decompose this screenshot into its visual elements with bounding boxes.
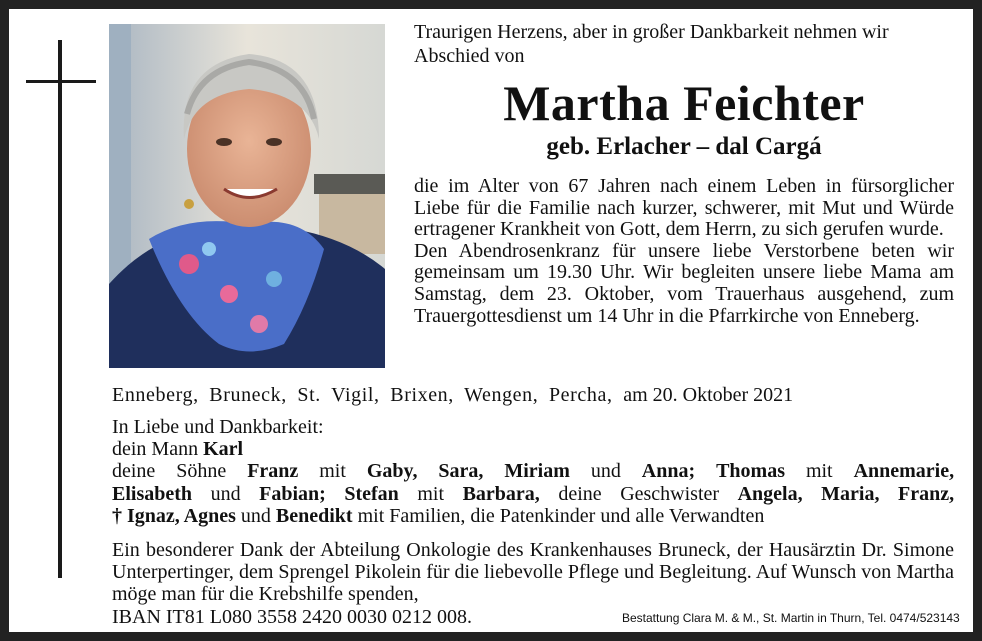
mourner-line-1: deine Söhne Franz mit Gaby, Sara, Miriam und Anna; Thomas mit Annemarie,: [112, 460, 955, 483]
birth-name: geb. Erlacher – dal Cargá: [546, 133, 822, 160]
funeral-paragraph: Den Abendrosenkranz für unsere liebe Verstorbene beten wir gemeinsam um 19.30 Uhr. Wir begleiten unsere liebe Mama am Samstag, dem 23. Oktober, vom Trauerhaus ausgehend, zum Trauergottesdienst um 14 Uhr in die Pfarrkirche von Enneberg.: [414, 239, 954, 327]
life-paragraph: die im Alter von 67 Jahren nach einem Leben in fürsorglicher Liebe für die Familie nach kurzer, schwerer, mit Mut und Würde ertragener Krankheit von Gott, dem Herrn, zu sich gerufen wurde.: [414, 175, 954, 241]
date: am 20. Oktober 2021: [623, 384, 794, 406]
cross-icon: [58, 40, 62, 578]
intro-text: Traurigen Herzens, aber in großer Dankbarkeit nehmen wir Abschied von: [414, 21, 889, 67]
mourners-list: [112, 416, 954, 527]
portrait-photo: [109, 24, 385, 368]
places: Enneberg, Bruneck, St. Vigil, Brixen, Wengen, Percha,: [112, 384, 613, 406]
funeral-home-credit: Bestattung Clara M. & M., St. Martin in Thurn, Tel. 0474/523143: [622, 611, 960, 625]
thanks-paragraph: Ein besonderer Dank der Abteilung Onkologie des Krankenhauses Bruneck, der Hausärztin Dr. Simone Unterpertinger, dem Sprengel Pikolein für die liebevolle Pflege und Begleitung. Auf Wunsch von Martha möge man für die Krebshilfe spenden,: [112, 539, 954, 606]
cross-icon-bar: [26, 80, 96, 83]
iban-line: IBAN IT81 L080 3558 2420 0030 0212 008.: [112, 606, 472, 628]
mourner-husband: dein Mann Karl: [112, 438, 244, 461]
mourner-line-3: † Ignaz, Agnes und Benedikt mit Familien, die Patenkinder und alle Verwandten: [112, 504, 765, 527]
mourner-line-2: Elisabeth und Fabian; Stefan mit Barbara, deine Geschwister Angela, Maria, Franz,: [112, 482, 955, 505]
place-date-line: [112, 383, 954, 407]
mourners-intro: In Liebe und Dankbarkeit:: [112, 416, 324, 438]
deceased-name: Martha Feichter: [503, 75, 865, 131]
portrait-illustration: [109, 24, 385, 368]
obituary-body: [414, 176, 954, 327]
dagger-icon: †: [112, 504, 122, 527]
